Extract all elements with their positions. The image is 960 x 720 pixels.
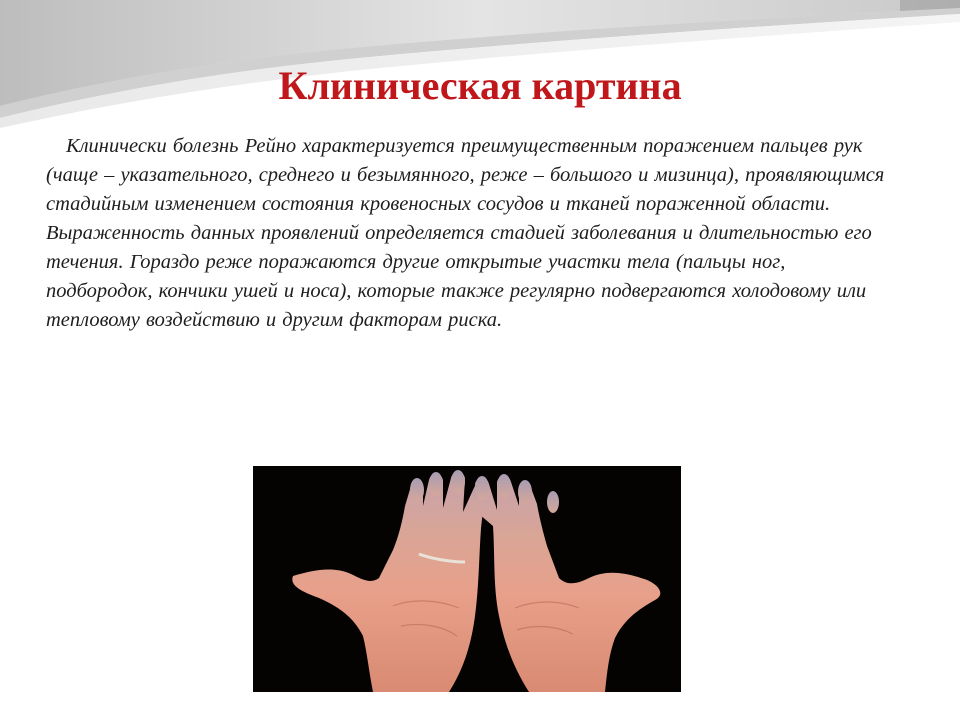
hands-illustration [253, 466, 681, 692]
slide-title: Клиническая картина [278, 63, 682, 108]
slide-body-text: Клинически болезнь Рейно характеризуется преимущественным поражением пальцев рук (чаще – указательного, среднего и безымянного, реже – большого и мизинца), проявляющимся стадийным изменением состояния кровеносных сосудов и тканей пораженной области. Выраженность данных проявлений определяется стадией заболевания и длительностью его течения. Гораздо реже поражаются другие открытые участки тела (пальцы ног, подбородок, кончики ушей и носа), которые также регулярно подвергаются холодовому или тепловому воздействию и другим факторам риска. [46, 135, 885, 331]
left-hand [292, 472, 485, 692]
hands-photo [253, 466, 681, 692]
right-hand [475, 476, 660, 692]
